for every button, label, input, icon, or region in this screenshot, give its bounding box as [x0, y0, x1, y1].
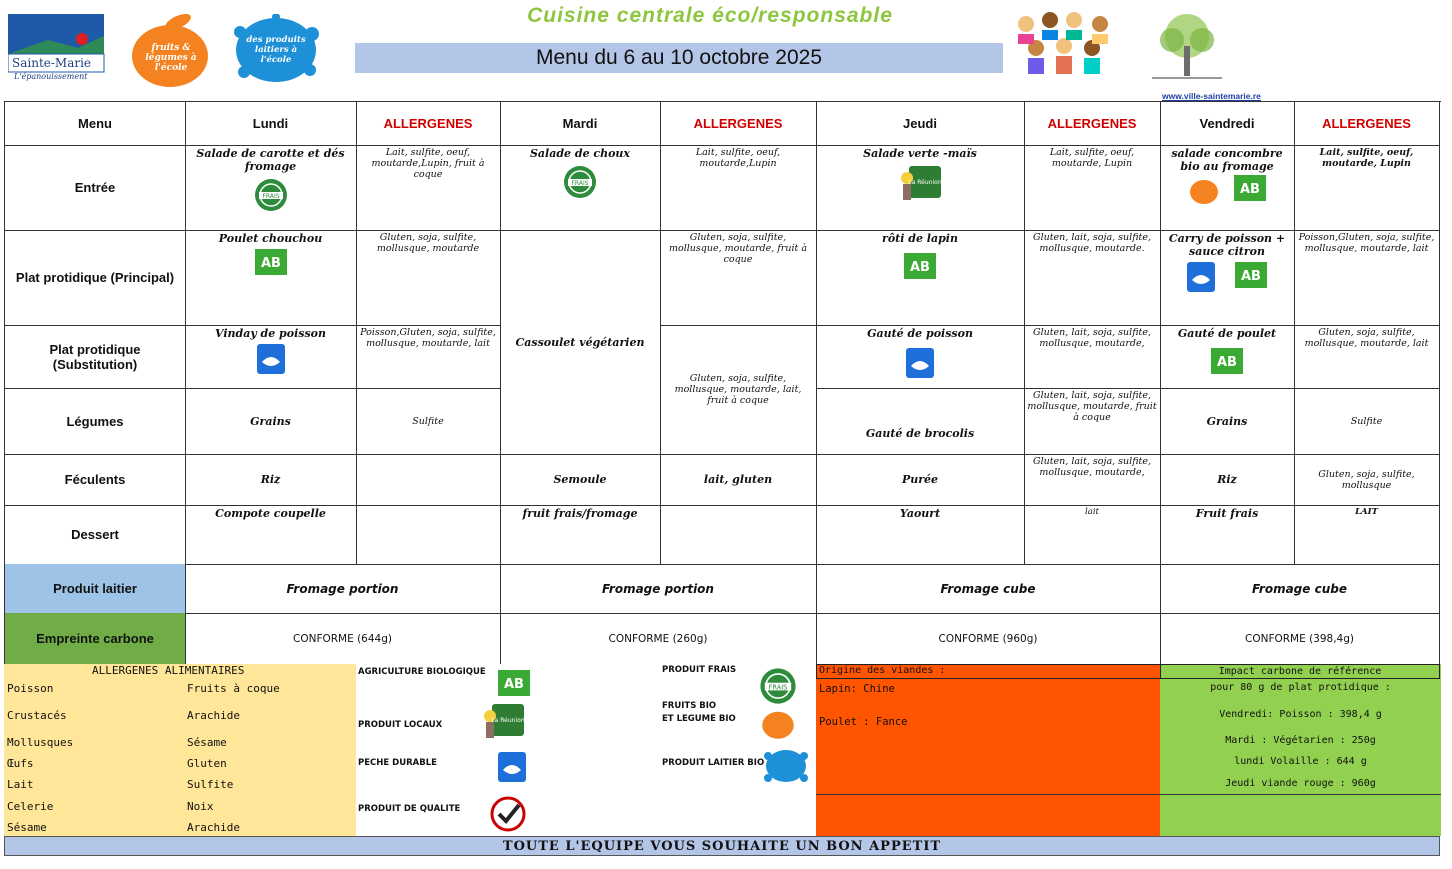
impact-item: Vendredi: Poisson : 398,4 g — [1219, 709, 1382, 720]
allergen-right-5: Noix — [187, 800, 214, 813]
ab-label-icon — [255, 249, 287, 275]
labels-legend — [356, 664, 816, 836]
allergen-left-1: Crustacés — [7, 709, 67, 722]
mardi-feculents-allergens — [660, 454, 817, 506]
jeudi-entree-allergens: Lait, sulfite, oeuf, moutarde, Lupin — [1024, 145, 1161, 231]
lundi-plat-substitution — [185, 325, 357, 389]
allergen-left-4: Lait — [7, 778, 34, 791]
allergen-right-1: Arachide — [187, 709, 240, 722]
allergen-left-5: Celerie — [7, 800, 54, 813]
row-label-plat-principal: Plat protidique (Principal) — [5, 230, 186, 326]
peche-durable-icon — [1187, 262, 1215, 292]
dairy-mardi: Fromage portion — [500, 564, 817, 614]
day-header-jeudi: Jeudi — [816, 102, 1025, 146]
dairy-lundi: Fromage portion — [185, 564, 501, 614]
svg-text:AB: AB — [504, 677, 524, 692]
vendredi-dessert-allergens: LAIT — [1294, 505, 1440, 565]
lundi-dessert — [185, 505, 357, 565]
vendredi-legumes — [1160, 388, 1295, 455]
lundi-plat-principal — [185, 230, 357, 326]
dish-name: Salade verte -maïs — [863, 147, 977, 160]
dish-name: Cassoulet végétarien — [515, 335, 645, 349]
vendredi-plat-principal-allergens: Poisson,Gluten, soja, sulfite, mollusque, moutarde, lait — [1294, 230, 1440, 326]
svg-text:La Réunion: La Réunion — [491, 717, 525, 724]
lundi-feculents-allergens — [356, 454, 501, 506]
lundi-legumes — [185, 388, 357, 455]
page-title: Cuisine centrale éco/responsable — [527, 4, 893, 27]
vendredi-legumes-allergens: Sulfite — [1294, 388, 1440, 455]
menu-period: Menu du 6 au 10 octobre 2025 — [355, 43, 1003, 73]
legend-local-label: PRODUIT LOCAUX — [358, 720, 443, 730]
dairy-label: Produit laitier — [5, 564, 186, 614]
day-header-vendredi: Vendredi — [1160, 102, 1295, 146]
svg-text:AB: AB — [260, 256, 281, 271]
dish-name: Grains — [1206, 414, 1248, 428]
jeudi-dessert — [816, 505, 1025, 565]
svg-text:La Réunion: La Réunion — [908, 179, 942, 186]
lundi-entree-allergens: Lait, sulfite, oeuf, moutarde,Lupin, fruit à coque — [356, 145, 501, 231]
day-header-lundi: Lundi — [185, 102, 357, 146]
frais-badge-icon — [251, 177, 291, 213]
mardi-entree-allergens: Lait, sulfite, oeuf, moutarde,Lupin — [660, 145, 817, 231]
footer-message: TOUTE L'EQUIPE VOUS SOUHAITE UN BON APPETIT — [4, 836, 1440, 856]
impact-title: Impact carbone de référence — [1160, 664, 1440, 679]
jeudi-plat-substitution-allergens: Gluten, lait, soja, sulfite, mollusque, moutarde, — [1024, 325, 1161, 389]
jeudi-legumes-allergens: Gluten, lait, soja, sulfite, mollusque, moutarde, fruit à coque — [1024, 388, 1161, 455]
dish-name: Salade de choux — [529, 147, 630, 160]
qualite-check-icon — [489, 796, 527, 832]
dish-name: Compote coupelle — [215, 507, 326, 520]
impact-item: Jeudi viande rouge : 960g — [1225, 778, 1376, 789]
origin-item: Poulet : Fance — [819, 716, 908, 728]
carbon-lundi: CONFORME (644g) — [185, 613, 501, 665]
meat-origin-panel — [816, 664, 1160, 836]
lundi-legumes-allergens: Sulfite — [356, 388, 501, 455]
legend-laitier-bio-label: PRODUIT LAITIER BIO — [662, 758, 765, 768]
allergen-right-3: Gluten — [187, 757, 227, 770]
dish-name: Grains — [250, 414, 291, 428]
allergen-right-4: Sulfite — [187, 778, 234, 791]
mardi-plat-allergens: Gluten, soja, sulfite, mollusque, moutarde, fruit à coque — [660, 230, 817, 326]
peche-durable-icon — [906, 348, 934, 378]
allergen-text: lait, gluten — [703, 473, 773, 486]
vendredi-plat-principal — [1160, 230, 1295, 326]
allergen-left-0: Poisson — [7, 682, 54, 695]
jeudi-plat-substitution — [816, 325, 1025, 389]
fruits-bio-icon — [1188, 175, 1220, 205]
vendredi-feculents — [1160, 454, 1295, 506]
carbon-mardi: CONFORME (260g) — [500, 613, 817, 665]
mardi-dessert-allergens — [660, 505, 817, 565]
carbon-vendredi: CONFORME (398,4g) — [1160, 613, 1440, 665]
logo-lait-text: des produits laitiers à l'école — [246, 35, 306, 65]
dish-name: Purée — [901, 473, 939, 486]
allergen-legend — [4, 664, 356, 836]
frais-badge-icon — [756, 666, 800, 706]
dish-name: Gauté de poulet — [1177, 327, 1277, 340]
jeudi-plat-principal-allergens: Gluten, lait, soja, sulfite, mollusque, moutarde. — [1024, 230, 1161, 326]
jeudi-plat-principal — [816, 230, 1025, 326]
carbon-label: Empreinte carbone — [5, 613, 186, 665]
allergen-legend-title: ALLERGENES ALIMENTAIRES — [92, 664, 245, 677]
lundi-plat-principal-allergens: Gluten, soja, sulfite, mollusque, moutarde — [356, 230, 501, 326]
dish-name: Fruit frais — [1195, 507, 1259, 520]
svg-text:FRAIS: FRAIS — [571, 180, 589, 187]
logo-fruits-text: fruits & légumes à l'école — [145, 43, 197, 73]
menu-table — [4, 101, 1441, 664]
dish-name: Semoule — [553, 473, 607, 486]
jeudi-entree — [816, 145, 1025, 231]
dairy-vendredi: Fromage cube — [1160, 564, 1440, 614]
logo-text: Sainte-Marie — [12, 56, 92, 70]
ab-label-icon — [1234, 175, 1266, 201]
allergen-right-6: Arachide — [187, 821, 240, 834]
fruits-bio-icon — [760, 706, 796, 740]
dish-name: Gauté de brocolis — [865, 426, 975, 440]
children-illustration — [1012, 8, 1118, 82]
legend-bio-label: AGRICULTURE BIOLOGIQUE — [358, 667, 486, 677]
lundi-entree — [185, 145, 357, 231]
lundi-plat-substitution-allergens: Poisson,Gluten, soja, sulfite, mollusque, moutarde, lait — [356, 325, 501, 389]
allergen-left-3: Œufs — [7, 757, 34, 770]
frais-badge-icon — [560, 164, 600, 200]
menu-column-header: Menu — [5, 102, 186, 146]
svg-text:AB: AB — [1240, 182, 1260, 197]
legend-qualite-label: PRODUIT DE QUALITE — [358, 804, 461, 814]
dish-name: Yaourt — [899, 507, 941, 520]
dish-name: Gauté de poisson — [867, 327, 973, 340]
carbon-jeudi: CONFORME (960g) — [816, 613, 1161, 665]
carbon-impact-panel — [1160, 664, 1441, 836]
svg-text:AB: AB — [910, 260, 930, 275]
jeudi-dessert-allergens: lait — [1024, 505, 1161, 565]
jeudi-feculents — [816, 454, 1025, 506]
row-label-entree: Entrée — [5, 145, 186, 231]
lundi-dessert-allergens — [356, 505, 501, 565]
vendredi-entree — [1160, 145, 1295, 231]
vendredi-dessert — [1160, 505, 1295, 565]
allergens-header: ALLERGENES — [660, 102, 817, 146]
ab-label-icon — [1211, 348, 1243, 374]
mardi-plat-allergens-2: Gluten, soja, sulfite, mollusque, moutarde, lait, fruit à coque — [660, 325, 817, 455]
vendredi-feculents-allergens: Gluten, soja, sulfite, mollusque — [1294, 454, 1440, 506]
peche-durable-icon — [498, 752, 526, 782]
produit-local-icon — [480, 702, 526, 742]
dish-name: salade concombre bio au fromage — [1171, 147, 1283, 173]
dish-name: fruit frais/fromage — [522, 507, 638, 520]
svg-text:FRAIS: FRAIS — [768, 683, 788, 692]
dish-name: Carry de poisson + sauce citron — [1168, 232, 1286, 258]
svg-text:AB: AB — [1217, 355, 1237, 370]
row-label-legumes: Légumes — [5, 388, 186, 455]
legend-fruits-bio-label: FRUITS BIO — [662, 701, 717, 711]
vendredi-plat-substitution-allergens: Gluten, soja, sulfite, mollusque, moutarde, lait — [1294, 325, 1440, 389]
allergen-left-2: Mollusques — [7, 736, 74, 749]
lundi-feculents — [185, 454, 357, 506]
allergens-header: ALLERGENES — [1024, 102, 1161, 146]
mardi-dessert — [500, 505, 661, 565]
mardi-plat — [500, 230, 661, 455]
fruits-legumes-logo — [128, 12, 212, 88]
legend-fruits-bio-label-2: ET LEGUME BIO — [662, 714, 736, 724]
jeudi-legumes — [816, 388, 1025, 455]
svg-text:FRAIS: FRAIS — [261, 193, 280, 200]
mardi-entree — [500, 145, 661, 231]
ab-label-icon — [1235, 262, 1267, 288]
day-header-mardi: Mardi — [500, 102, 661, 146]
dairy-jeudi: Fromage cube — [816, 564, 1161, 614]
vendredi-entree-allergens: Lait, sulfite, oeuf, moutarde, Lupin — [1294, 145, 1440, 231]
row-label-feculents: Féculents — [5, 454, 186, 506]
ab-label-icon — [904, 253, 936, 279]
dish-name: Salade de carotte et dés fromage — [196, 147, 345, 173]
svg-text:AB: AB — [1241, 269, 1261, 284]
allergen-left-6: Sésame — [7, 821, 47, 834]
vendredi-plat-substitution — [1160, 325, 1295, 389]
dish-name: Vinday de poisson — [214, 327, 326, 340]
allergen-right-2: Sésame — [187, 736, 227, 749]
produits-laitiers-logo — [230, 14, 322, 86]
allergens-header: ALLERGENES — [1294, 102, 1440, 146]
peche-durable-icon — [257, 344, 285, 374]
impact-subtitle: pour 80 g de plat protidique : — [1210, 682, 1391, 693]
website-link[interactable]: www.ville-saintemarie.re — [1162, 91, 1261, 101]
produit-local-icon — [897, 164, 943, 204]
origin-title: Origine des viandes : — [816, 664, 1162, 679]
logo-tagline: L'épanouissement — [14, 72, 88, 81]
origin-item: Lapin: Chine — [819, 683, 895, 695]
impact-item: Mardi : Végétarien : 250g — [1225, 735, 1376, 746]
dish-name: Riz — [260, 473, 281, 486]
legend-frais-label: PRODUIT FRAIS — [662, 665, 737, 675]
row-label-plat-substitution: Plat protidique (Substitution) — [5, 325, 186, 389]
allergen-right-0: Fruits à coque — [187, 682, 280, 695]
dish-name: Poulet chouchou — [218, 232, 323, 245]
dish-name: Riz — [1217, 473, 1237, 486]
allergens-header: ALLERGENES — [356, 102, 501, 146]
laitier-bio-icon — [762, 746, 810, 786]
impact-item: lundi Volaille : 644 g — [1234, 756, 1367, 767]
legend-peche-label: PECHE DURABLE — [358, 758, 437, 768]
dish-name: rôti de lapin — [882, 232, 958, 245]
mardi-feculents — [500, 454, 661, 506]
sainte-marie-logo — [8, 14, 108, 86]
jeudi-feculents-allergens: Gluten, lait, soja, sulfite, mollusque, moutarde, — [1024, 454, 1161, 506]
tree-logo — [1142, 10, 1232, 84]
ab-label-icon — [498, 670, 530, 696]
row-label-dessert: Dessert — [5, 505, 186, 565]
